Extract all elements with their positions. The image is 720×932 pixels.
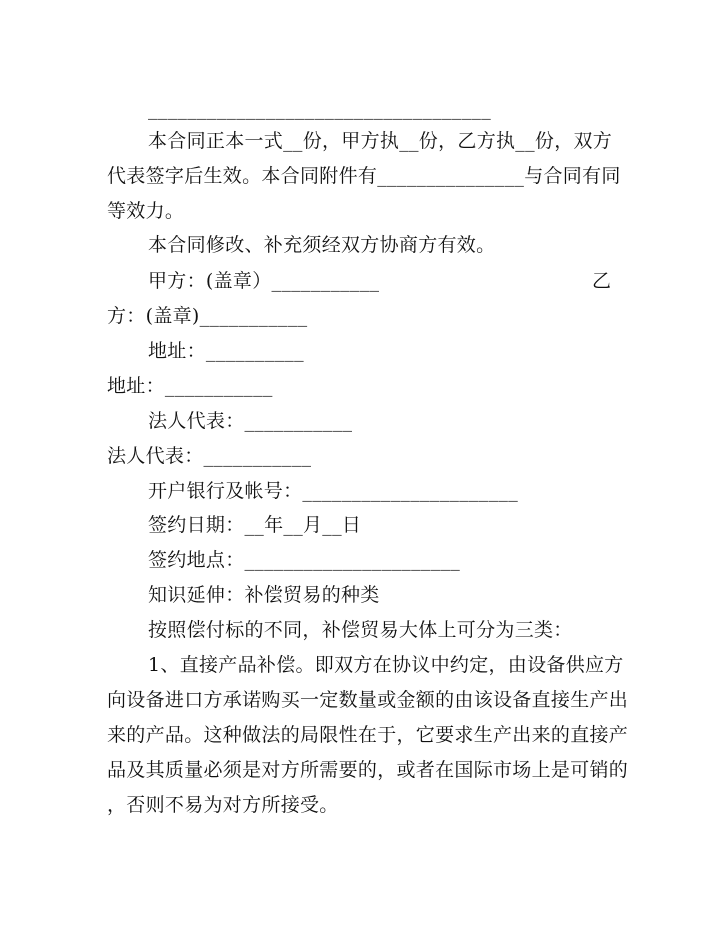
sign-date: 签约日期：__年__月__日 (148, 514, 362, 536)
knowledge-intro: 按照偿付标的不同，补偿贸易大体上可分为三类： (148, 619, 573, 641)
legal-rep-party-b: 法人代表：___________ (107, 445, 312, 467)
clause-amendment: 本合同修改、补充须经双方协商方有效。 (148, 234, 496, 256)
item-1-line-4: 品及其质量必须是对方所需要的，或者在国际市场上是可销的 (107, 759, 629, 781)
party-b-prefix: 乙 (592, 270, 612, 292)
knowledge-title: 知识延伸：补偿贸易的种类 (148, 584, 380, 606)
top-rule: ___________________________________ (148, 98, 491, 120)
party-b-seal: 方：(盖章)___________ (107, 305, 308, 327)
legal-rep-party-a: 法人代表：___________ (148, 410, 353, 432)
item-1-line-1: 1、直接产品补偿。即双方在协议中约定，由设备供应方 (148, 654, 624, 676)
bank-account: 开户银行及帐号：______________________ (148, 480, 519, 502)
party-a-seal: 甲方：(盖章）___________ (148, 270, 380, 292)
clause-copies-line-2: 代表签字后生效。本合同附件有_______________与合同有同 (107, 165, 621, 187)
address-party-a: 地址：__________ (148, 340, 304, 362)
item-1-line-2: 向设备进口方承诺购买一定数量或金额的由该设备直接生产出 (107, 689, 629, 711)
address-party-b: 地址：___________ (107, 375, 273, 397)
item-1-line-3: 来的产品。这种做法的局限性在于，它要求生产出来的直接产 (107, 724, 629, 746)
item-1-line-5: ，否则不易为对方所接受。 (107, 794, 339, 816)
clause-copies-line-1: 本合同正本一式__份，甲方执__份，乙方执__份，双方 (148, 130, 613, 152)
sign-place: 签约地点：______________________ (148, 549, 461, 571)
clause-copies-line-3: 等效力。 (107, 200, 185, 222)
